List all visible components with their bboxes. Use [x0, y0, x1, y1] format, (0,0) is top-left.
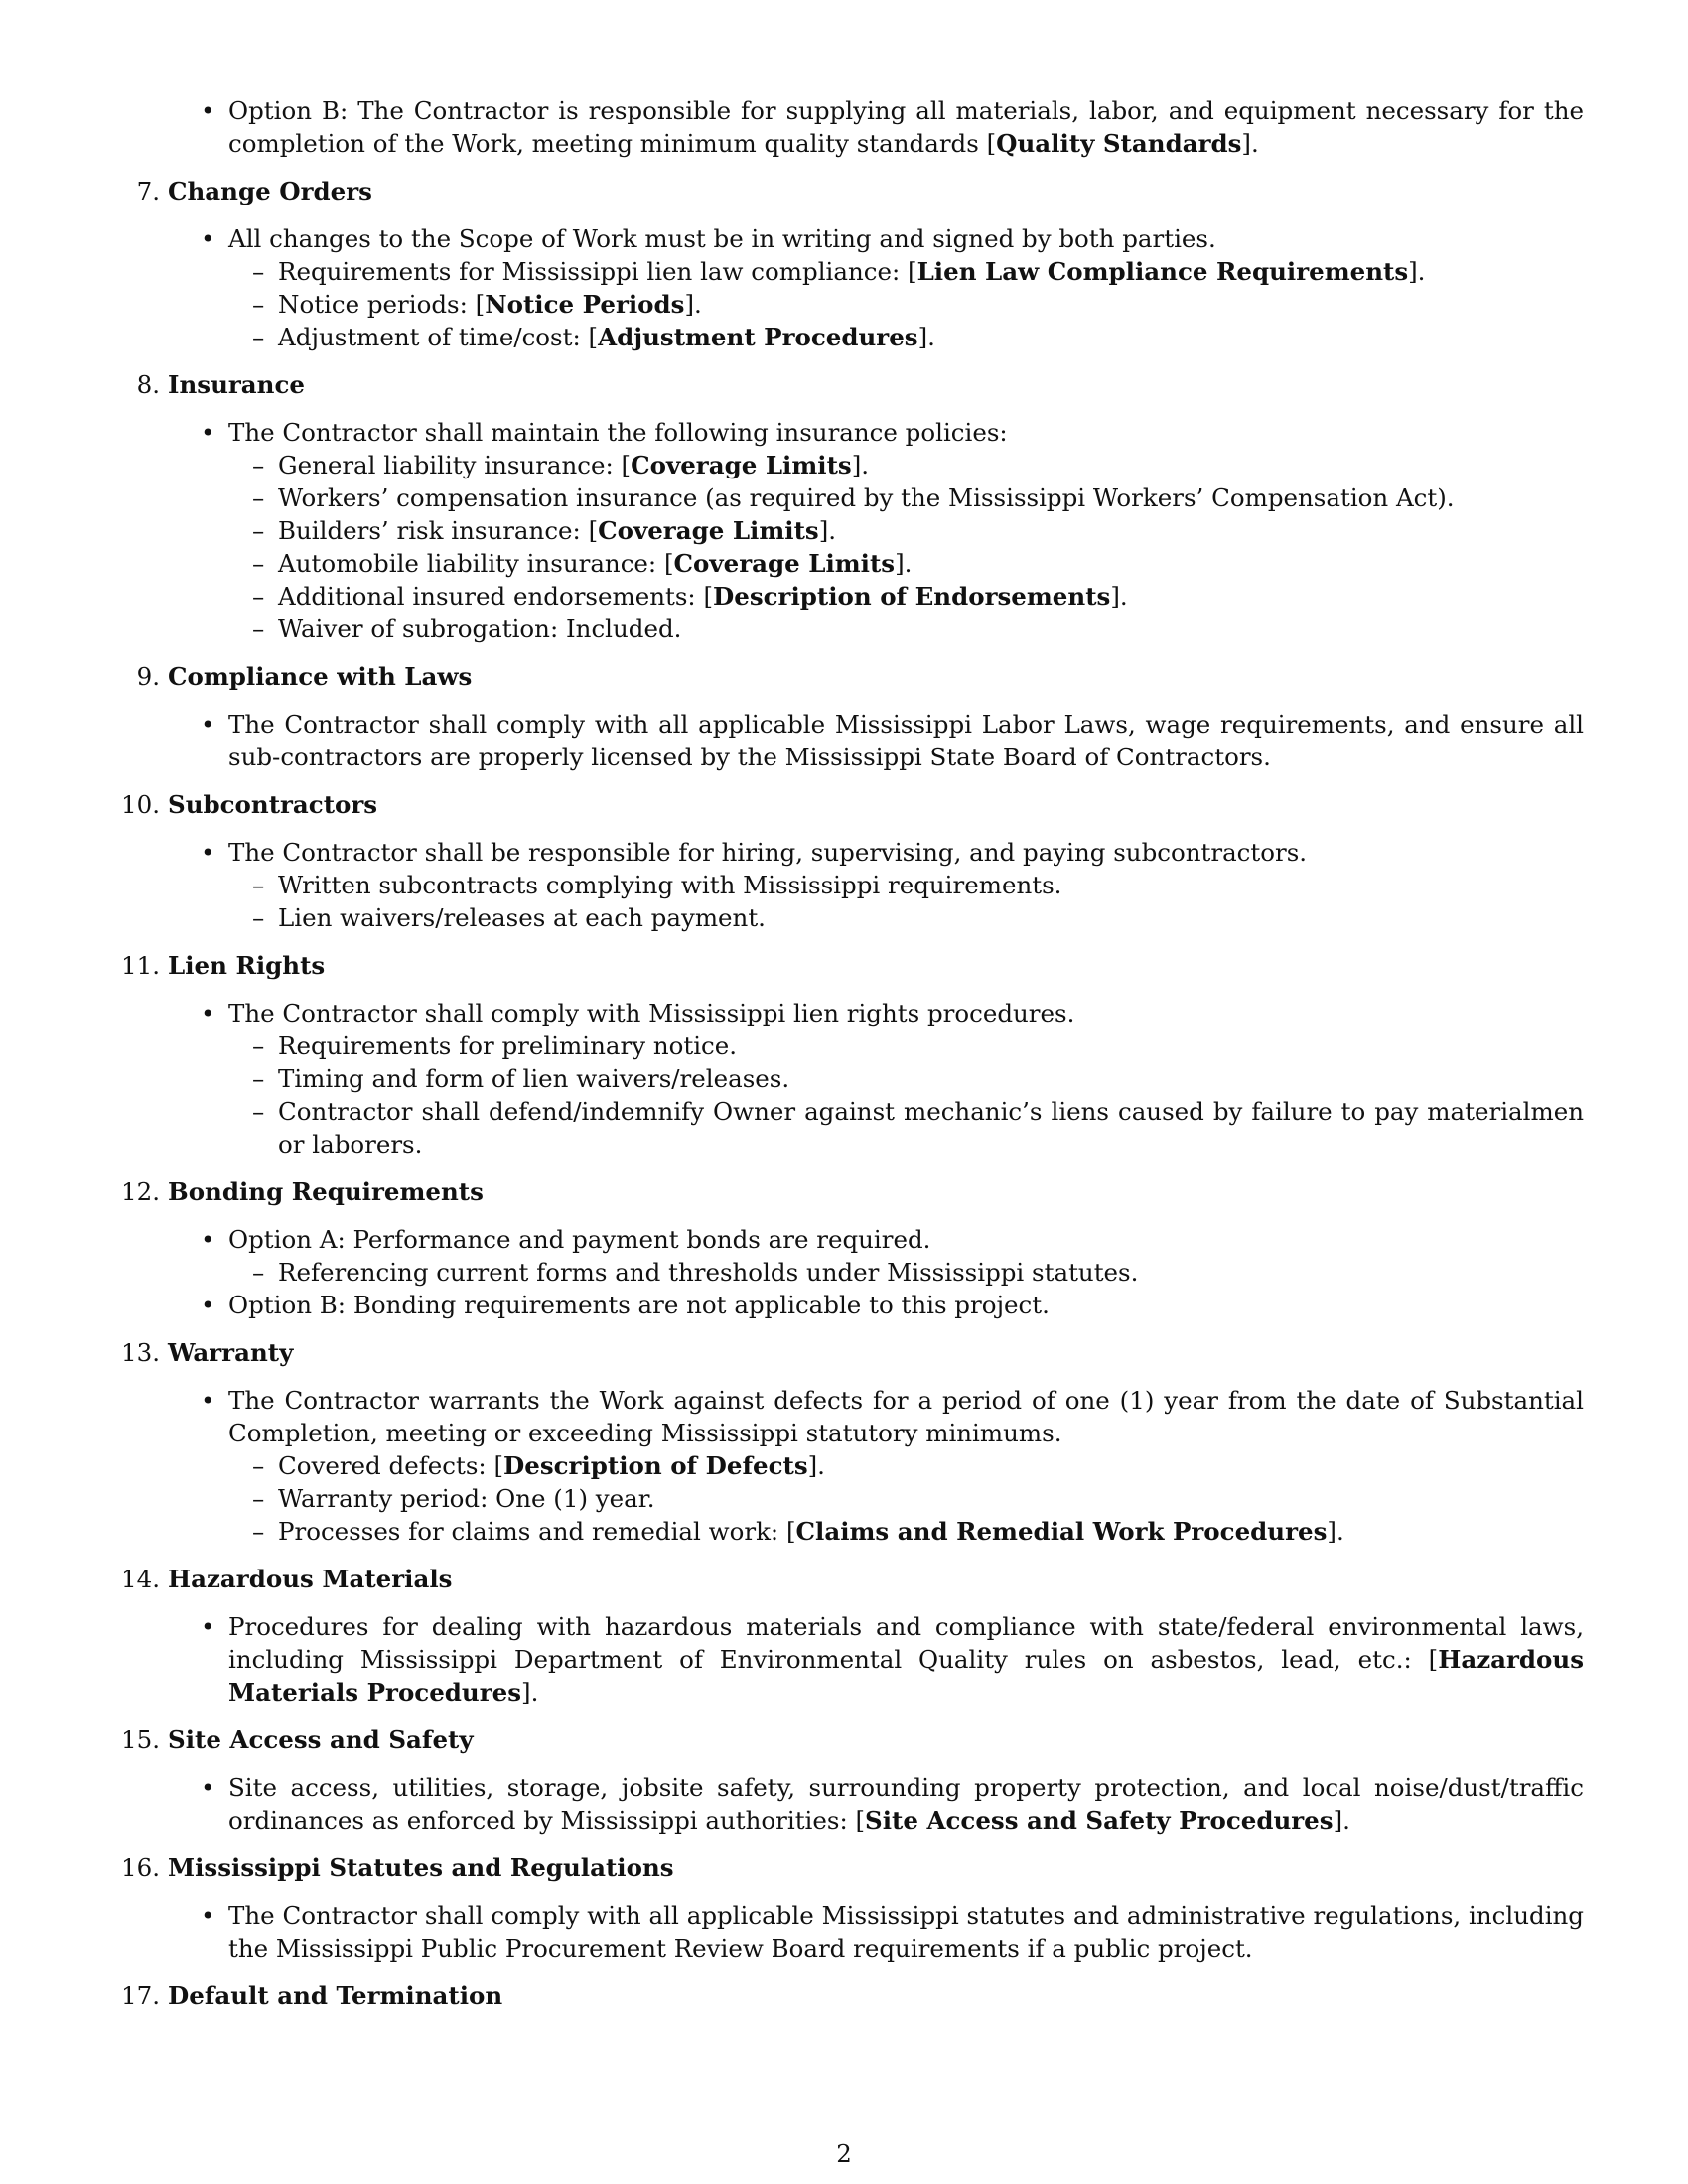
section-11-sub-1: – Requirements for preliminary notice. [278, 1029, 1584, 1062]
section-9-heading: 9. Compliance with Laws [136, 662, 473, 691]
section-12-heading: 12. Bonding Requirements [121, 1177, 484, 1206]
section-7-sub-2: – Notice periods: [Notice Periods]. [278, 288, 1584, 321]
section-10-sub-1: – Written subcontracts complying with Mississippi requirements. [278, 869, 1584, 901]
section-13-heading: 13. Warranty [121, 1338, 294, 1367]
section-8-sub-2: – Workers’ compensation insurance (as required by the Mississippi Workers’ Compensation Act). [278, 481, 1584, 514]
section-10-heading: 10. Subcontractors [121, 790, 378, 819]
section-12-sub-1: – Referencing current forms and thresholds under Mississippi statutes. [278, 1256, 1584, 1289]
section-14-bullet: • Procedures for dealing with hazardous materials and compliance with state/federal environmental laws, including Mississippi Department of Environmental Quality rules on asbestos, lead, etc.: [Hazardous Materials Procedures]. [228, 1610, 1584, 1708]
section-13-sub-3: – Processes for claims and remedial work: [Claims and Remedial Work Procedures]. [278, 1515, 1584, 1548]
section-16-heading: 16. Mississippi Statutes and Regulations [121, 1853, 674, 1882]
section-10-sub-2: – Lien waivers/releases at each payment. [278, 901, 1584, 934]
section-11-sub-2: – Timing and form of lien waivers/releases. [278, 1062, 1584, 1095]
section-14-heading: 14. Hazardous Materials [121, 1565, 453, 1593]
section-8-heading: 8. Insurance [136, 370, 305, 399]
section-15-heading: 15. Site Access and Safety [121, 1725, 474, 1754]
section-9-bullet: • The Contractor shall comply with all applicable Mississippi Labor Laws, wage requirements, and ensure all sub-contractors are properly licensed by the Mississippi State Board of Contractors. [228, 708, 1584, 773]
section-11-sub-3: – Contractor shall defend/indemnify Owner against mechanic’s liens caused by failure to pay materialmen or laborers. [278, 1095, 1584, 1160]
section-15-bullet: • Site access, utilities, storage, jobsite safety, surrounding property protection, and local noise/dust/traffic ordinances as enforced by Mississippi authorities: [Site Access and Safety Procedures]. [228, 1771, 1584, 1837]
section-12-bullet-2: • Option B: Bonding requirements are not applicable to this project. [228, 1289, 1584, 1321]
option-b-bullet: • Option B: The Contractor is responsible for supplying all materials, labor, and equipment necessary for the completion of the Work, meeting minimum quality standards [Quality Standards]. [228, 94, 1584, 160]
section-13-sub-1: – Covered defects: [Description of Defects]. [278, 1449, 1584, 1482]
section-13-bullet: • The Contractor warrants the Work against defects for a period of one (1) year from the date of Substantial Completion, meeting or exceeding Mississippi statutory minimums. [228, 1384, 1584, 1449]
section-7-sub-1: – Requirements for Mississippi lien law compliance: [Lien Law Compliance Requirements]. [278, 255, 1584, 288]
section-17-heading: 17. Default and Termination [121, 1981, 503, 2010]
section-8-sub-1: – General liability insurance: [Coverage Limits]. [278, 449, 1584, 481]
section-12-bullet-1: • Option A: Performance and payment bonds are required. [228, 1223, 1584, 1256]
section-7-bullet: • All changes to the Scope of Work must be in writing and signed by both parties. [228, 222, 1584, 255]
section-7-heading: 7. Change Orders [136, 177, 372, 205]
section-8-sub-3: – Builders’ risk insurance: [Coverage Limits]. [278, 514, 1584, 547]
section-11-bullet: • The Contractor shall comply with Mississippi lien rights procedures. [228, 997, 1584, 1029]
section-16-bullet: • The Contractor shall comply with all applicable Mississippi statutes and administrative regulations, including the Mississippi Public Procurement Review Board requirements if a public project. [228, 1899, 1584, 1965]
section-10-bullet: • The Contractor shall be responsible for hiring, supervising, and paying subcontractors. [228, 836, 1584, 869]
page-number: 2 [836, 2139, 852, 2168]
section-8-bullet: • The Contractor shall maintain the following insurance policies: [228, 416, 1584, 449]
section-13-sub-2: – Warranty period: One (1) year. [278, 1482, 1584, 1515]
section-8-sub-6: – Waiver of subrogation: Included. [278, 613, 1584, 645]
section-8-sub-4: – Automobile liability insurance: [Coverage Limits]. [278, 547, 1584, 580]
section-11-heading: 11. Lien Rights [121, 951, 326, 980]
section-8-sub-5: – Additional insured endorsements: [Description of Endorsements]. [278, 580, 1584, 613]
document-page [0, 94, 1688, 2027]
section-7-sub-3: – Adjustment of time/cost: [Adjustment Procedures]. [278, 321, 1584, 353]
